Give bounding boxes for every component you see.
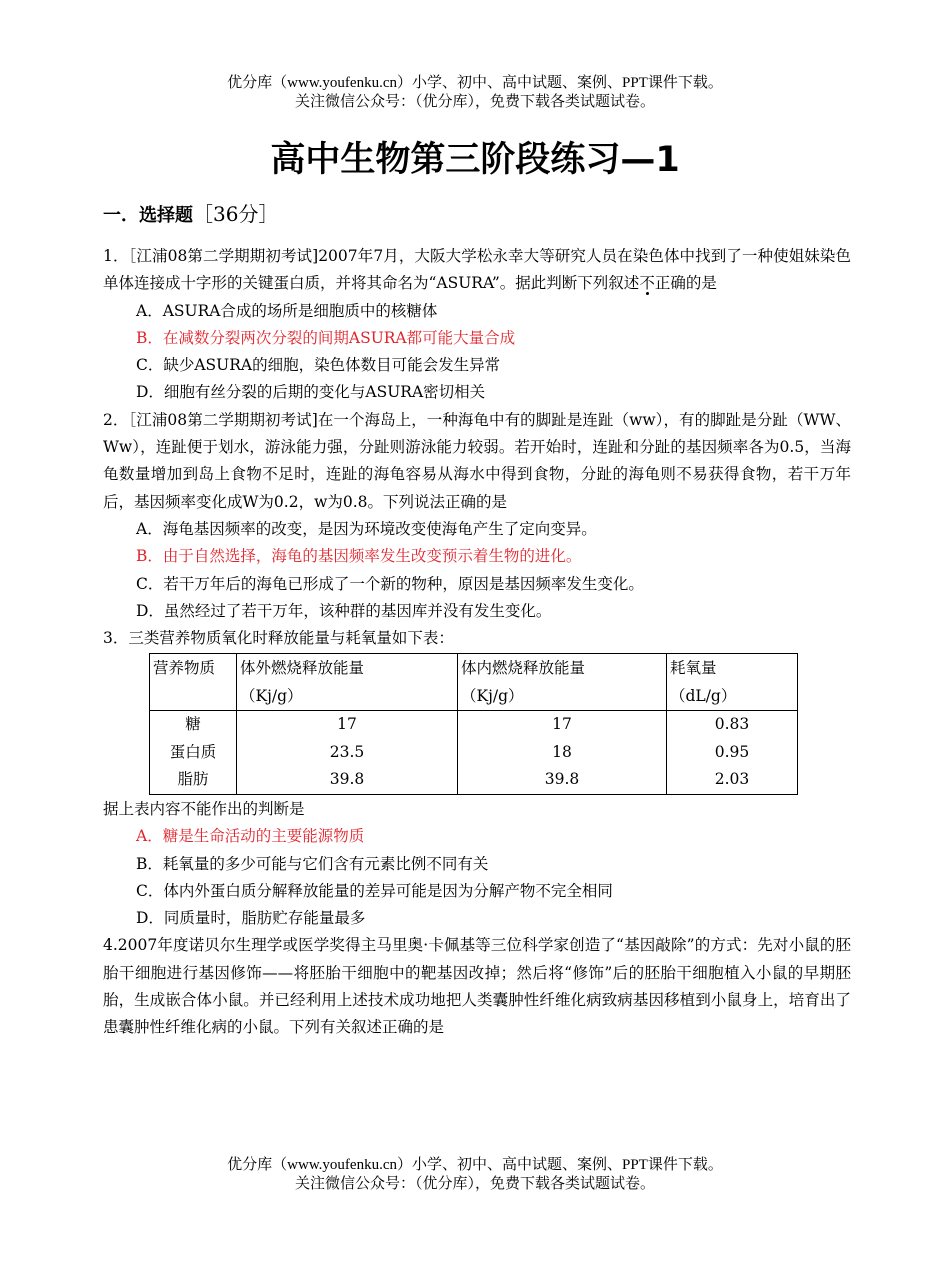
option-d: D．虽然经过了若干万年，该种群的基因库并没有发生变化。 — [136, 601, 552, 620]
question-3 — [103, 625, 851, 932]
table-header-row — [150, 654, 798, 711]
header-text: 体外燃烧释放能量 — [240, 659, 365, 678]
nutrition-table — [149, 653, 798, 795]
header-line-2: 关注微信公众号：（优分库），免费下载各类试题试卷。 — [294, 94, 655, 110]
footer-line-2: 关注微信公众号：（优分库），免费下载各类试题试卷。 — [294, 1176, 655, 1192]
table-cell: 糖 — [185, 715, 201, 734]
header-line-1: 优分库（www.youfenku.cn）小学、初中、高中试题、案例、PPT课件下载。 — [227, 75, 723, 91]
in-vivo-values — [458, 711, 667, 795]
header-unit: （Kj/g） — [240, 687, 303, 706]
header-cell — [667, 654, 798, 711]
page-footer — [0, 1156, 950, 1194]
table-cell: 39.8 — [544, 770, 580, 789]
header-unit: （Kj/g） — [461, 687, 524, 706]
section-heading — [103, 200, 278, 230]
table-cell: 蛋白质 — [169, 742, 217, 761]
option-c: C．缺少ASURA的细胞，染色体数目可能会发生异常 — [136, 356, 501, 375]
question-stem: 3．三类营养物质氧化时释放能量与耗氧量如下表： — [103, 629, 454, 648]
table-cell: 0.83 — [714, 715, 750, 734]
option-c: C．若干万年后的海龟已形成了一个新的物种，原因是基因频率发生变化。 — [136, 574, 644, 593]
option-a-answer: A．糖是生命活动的主要能源物质 — [136, 827, 365, 846]
stem-text: 1．［江浦08第二学期期初考试]2007年7月，大阪大学松永幸大等研究人员在染色体中找到了一种使姐妹染色单体连接成十字形的关键蛋白质，并将其命名为“ASURA”。据此判断下列叙述 — [103, 247, 851, 293]
emphasis-mark: 不 — [639, 274, 655, 293]
footer-line-1: 优分库（www.youfenku.cn）小学、初中、高中试题、案例、PPT课件下载。 — [227, 1157, 723, 1173]
section-score: ［36分］ — [193, 202, 279, 226]
option-b: B．耗氧量的多少可能与它们含有元素比例不同有关 — [136, 854, 489, 873]
section-label: 一．选择题 — [103, 205, 193, 226]
in-vitro-values — [237, 711, 458, 795]
table-cell: 脂肪 — [177, 770, 209, 789]
option-b-answer: B．在减数分裂两次分裂的间期ASURA都可能大量合成 — [136, 328, 516, 347]
table-cell: 23.5 — [329, 742, 365, 761]
stem-text: 正确的是 — [654, 274, 717, 293]
header-cell — [237, 654, 458, 711]
page-header — [0, 74, 950, 112]
header-text: 耗氧量 — [670, 659, 717, 678]
page-title: 高中生物第三阶段练习—1 — [270, 140, 680, 180]
table-cell: 2.03 — [714, 770, 750, 789]
header-text: 营养物质 — [153, 659, 216, 678]
table-cell: 0.95 — [714, 742, 750, 761]
question-followup: 据上表内容不能作出的判断是 — [103, 799, 305, 818]
header-text: 体内燃烧释放能量 — [461, 659, 586, 678]
option-a: A．ASURA合成的场所是细胞质中的核糖体 — [136, 301, 438, 320]
option-d: D．细胞有丝分裂的后期的变化与ASURA密切相关 — [136, 383, 486, 402]
option-d: D．同质量时，脂肪贮存能量最多 — [136, 909, 366, 928]
oxygen-values — [667, 711, 798, 795]
table-cell: 17 — [552, 715, 572, 734]
nutrient-names — [150, 711, 237, 795]
question-stem — [103, 243, 851, 298]
header-cell — [150, 654, 237, 711]
question-stem: 4.2007年度诺贝尔生理学或医学奖得主马里奥·卡佩基等三位科学家创造了“基因敲除”的方式：先对小鼠的胚胎干细胞进行基因修饰——将胚胎干细胞中的靶基因改掉；然后将“修饰”后的胚胎干细胞植入小鼠的早期胚胎，生成嵌合体小鼠。并已经利用上述技术成功地把人类囊肿性纤维化病致病基因移植到小鼠身上，培育出了患囊肿性纤维化病的小鼠。下列有关叙述正确的是 — [103, 936, 851, 1037]
table-data-row — [150, 711, 798, 795]
header-cell — [458, 654, 667, 711]
question-2 — [103, 407, 851, 625]
table-cell: 18 — [552, 742, 572, 761]
table-cell: 17 — [337, 715, 357, 734]
question-stem: 2．［江浦08第二学期期初考试]在一个海岛上，一种海龟中有的脚趾是连趾（ww），有的脚趾是分趾（WW、Ww），连趾便于划水，游泳能力强，分趾则游泳能力较弱。若开始时，连趾和分趾的基因频率各为0.5，当海龟数量增加到岛上食物不足时，连趾的海龟容易从海水中得到食物，分趾的海龟则不易获得食物，若干万年后，基因频率变化成W为0.2，w为0.8。下列说法正确的是 — [103, 410, 851, 511]
option-b-answer: B．由于自然选择，海龟的基因频率发生改变预示着生物的进化。 — [136, 547, 582, 566]
header-unit: （dL/g） — [670, 687, 737, 706]
question-list — [103, 243, 851, 1042]
table-cell: 39.8 — [329, 770, 365, 789]
question-4 — [103, 932, 851, 1041]
option-a: A．海龟基因频率的改变，是因为环境改变使海龟产生了定向变异。 — [136, 519, 597, 538]
question-1 — [103, 243, 851, 407]
option-c: C．体内外蛋白质分解释放能量的差异可能是因为分解产物不完全相同 — [136, 881, 613, 900]
